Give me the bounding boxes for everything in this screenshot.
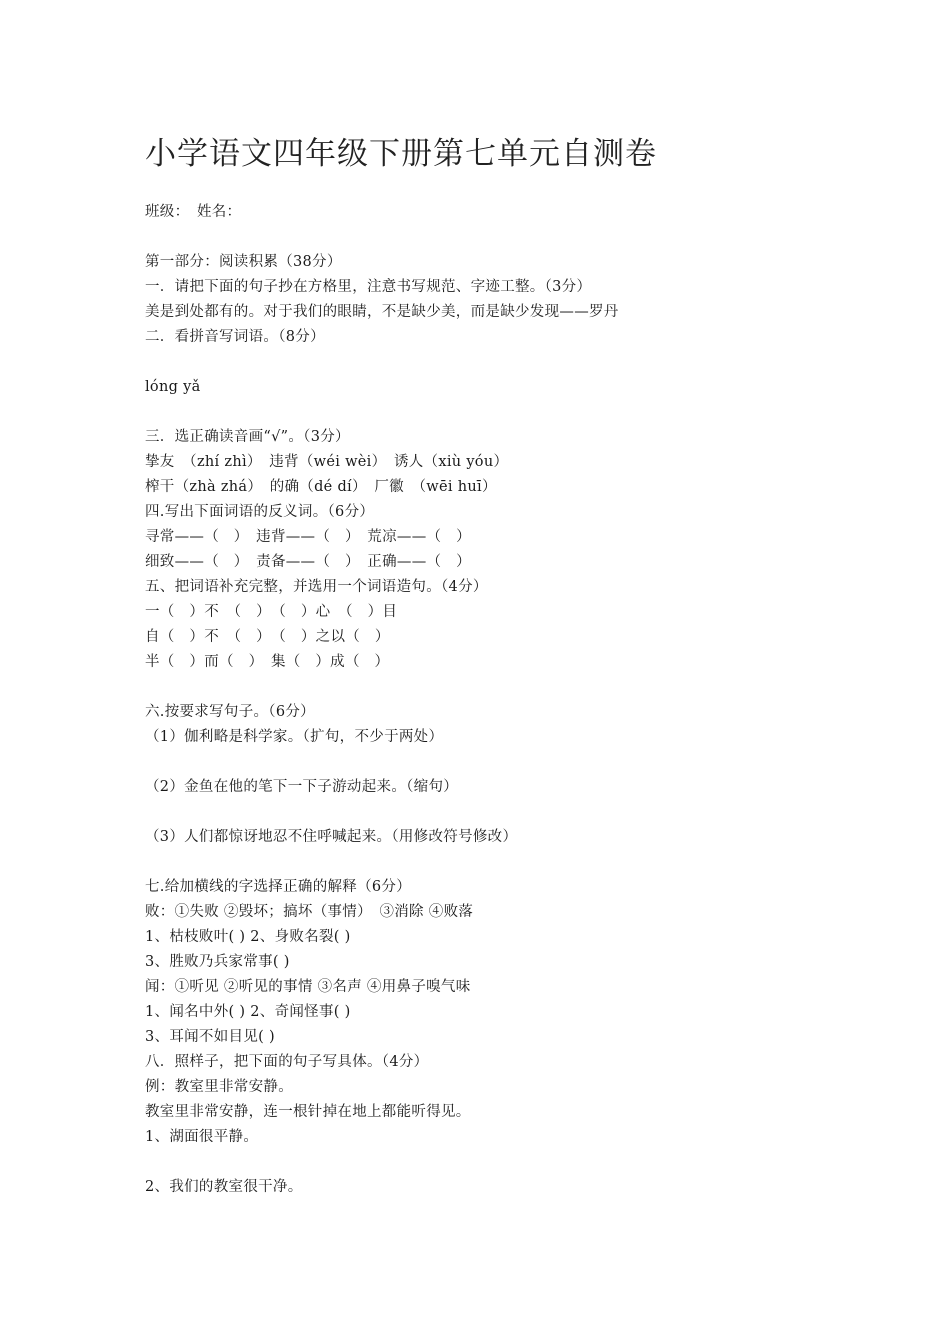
question-4-row-1: 寻常——（ ） 违背——（ ） 荒凉——（ ） — [145, 529, 471, 545]
page-title: 小学语文四年级下册第七单元自测卷 — [145, 136, 657, 172]
question-6-item-3: （3）人们都惊讶地忍不住呼喊起来。（用修改符号修改） — [145, 829, 518, 845]
question-3-heading: 三．选正确读音画“√”。（3分） — [145, 429, 350, 445]
question-6-item-1: （1）伽利略是科学家。（扩句，不少于两处） — [145, 729, 444, 745]
question-8-heading: 八．照样子，把下面的句子写具体。（4分） — [145, 1054, 429, 1070]
question-7-wen-definitions: 闻：①听见 ②听见的事情 ③名声 ④用鼻子嗅气味 — [145, 979, 471, 995]
question-7-bai-definitions: 败：①失败 ②毁坏；搞坏（事情） ③消除 ④败落 — [145, 904, 474, 920]
question-8-example-answer: 教室里非常安静，连一根针掉在地上都能听得见。 — [145, 1104, 471, 1120]
question-4-row-2: 细致——（ ） 责备——（ ） 正确——（ ） — [145, 554, 471, 570]
question-1-sentence: 美是到处都有的。对于我们的眼睛，不是缺少美，而是缺少发现——罗丹 — [145, 304, 619, 320]
question-3-row-1: 挚友 （zhí zhì） 违背（wéi wèi） 诱人（xiù yóu） — [145, 454, 509, 470]
question-1-heading: 一．请把下面的句子抄在方格里，注意书写规范、字迹工整。（3分） — [145, 279, 592, 295]
question-7-bai-items-2: 3、胜败乃兵家常事( ) — [145, 954, 290, 970]
question-6-heading: 六.按要求写句子。（6分） — [145, 704, 315, 720]
question-6-item-2: （2）金鱼在他的笔下一下子游动起来。（缩句） — [145, 779, 459, 795]
question-8-example: 例：教室里非常安静。 — [145, 1079, 293, 1095]
question-8-item-2: 2、我们的教室很干净。 — [145, 1179, 303, 1195]
question-5-row-3: 半（ ）而（ ） 集（ ）成（ ） — [145, 654, 390, 670]
class-name-line: 班级： 姓名： — [145, 204, 242, 220]
question-7-bai-items-1: 1、枯枝败叶( ) 2、身败名裂( ) — [145, 929, 351, 945]
question-3-row-2: 榨干（zhà zhá） 的确（dé dí） 厂徽 （wēi huī） — [145, 479, 497, 495]
question-8-item-1: 1、湖面很平静。 — [145, 1129, 259, 1145]
question-7-wen-items-2: 3、耳闻不如目见( ) — [145, 1029, 275, 1045]
question-5-row-1: 一（ ）不 （ ） （ ）心 （ ）目 — [145, 604, 398, 620]
question-4-heading: 四.写出下面词语的反义词。（6分） — [145, 504, 375, 520]
pinyin-text: lóng yǎ — [145, 379, 201, 395]
question-7-wen-items-1: 1、闻名中外( ) 2、奇闻怪事( ) — [145, 1004, 351, 1020]
question-5-heading: 五、把词语补充完整，并选用一个词语造句。（4分） — [145, 579, 488, 595]
question-2-heading: 二．看拼音写词语。（8分） — [145, 329, 325, 345]
question-7-heading: 七.给加横线的字选择正确的解释（6分） — [145, 879, 412, 895]
part-one-heading: 第一部分：阅读积累（38分） — [145, 254, 342, 270]
question-5-row-2: 自（ ）不 （ ） （ ）之以（ ） — [145, 629, 390, 645]
